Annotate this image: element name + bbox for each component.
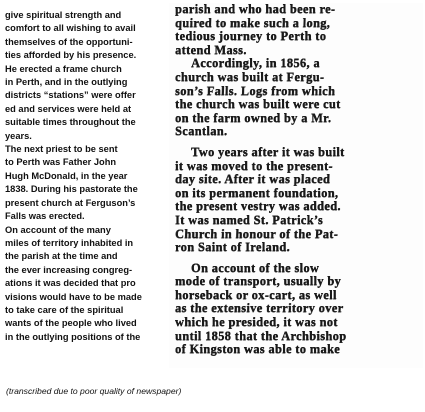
newspaper-line: day site. After it was placed [174, 172, 331, 187]
newspaper-line: ron Saint of Ireland. [175, 240, 290, 255]
transcription-line: wants of the people who lived [5, 318, 137, 329]
newspaper-line: quired to make such a long, [174, 15, 331, 30]
newspaper-line: It was named St. Patrick’s [175, 212, 324, 227]
transcription-line: Hugh McDonald, in the year [5, 170, 128, 181]
transcription-line: the ever increasing congreg- [5, 264, 133, 275]
newspaper-line: parish and who had been re- [175, 3, 336, 16]
transcription-line: in the outlying positions of the [5, 331, 141, 342]
transcription-line: suitable times throughout the [5, 117, 136, 128]
transcription-line: themselves of the opportuni- [5, 36, 133, 47]
transcription-line: districts “stations” were offer [5, 90, 136, 101]
newspaper-line: which he presided, it was not [175, 315, 338, 330]
newspaper-line: tedious journey to Perth to [175, 29, 327, 44]
transcription-note: (transcribed due to poor quality of newspaper) [6, 386, 182, 396]
transcription-line: the parish at the time and [5, 251, 118, 262]
transcription-line: On account of the many [5, 224, 111, 235]
transcription-line: in Perth, and in the outlying [5, 77, 128, 88]
transcription-line: miles of territory inhabited in [5, 237, 134, 248]
newspaper-line: attend Mass. [175, 42, 247, 57]
newspaper-line: the present vestry was added. [175, 199, 341, 214]
transcription-line: to Perth was Father John [5, 157, 117, 168]
newspaper-line: as the extensive territory over [174, 301, 344, 316]
transcription-line: visions would have to be made [5, 291, 142, 302]
newspaper-line: of Kingston was able to make [175, 342, 341, 357]
newspaper-line: mode of transport, usually by [175, 274, 342, 289]
newspaper-line: Church in honour of the Pat- [174, 226, 339, 241]
newspaper-scan-image [169, 3, 423, 368]
transcription-line: present church at Ferguson’s [5, 197, 136, 208]
newspaper-line: church was built at Fergu- [175, 69, 325, 84]
newspaper-line: Scantlan. [175, 124, 228, 139]
transcription-line: ations it was decided that pro [5, 278, 136, 289]
transcription-line: years. [5, 130, 32, 141]
transcription-line: comfort to all wishing to avail [5, 23, 136, 34]
transcription-line: He erected a frame church [5, 63, 122, 74]
transcription-line: ed and services were held at [5, 103, 132, 114]
newspaper-line: it was moved to the present- [175, 158, 333, 173]
transcription-line: ties afforded by his presence. [5, 50, 137, 61]
newspaper-line: Two years after it was built [191, 144, 345, 159]
newspaper-line: on the farm owned by a Mr. [175, 110, 332, 125]
newspaper-line: son’s Falls. Logs from which [174, 83, 336, 98]
transcription-line: give spiritual strength and [5, 10, 122, 20]
newspaper-line: until 1858 that the Archbishop [175, 328, 347, 343]
newspaper-line: On account of the slow [191, 260, 320, 275]
transcription-line: The next priest to be sent [5, 144, 118, 155]
newspaper-line: horseback or ox-cart, as well [175, 287, 337, 302]
newspaper-line: the church was built were cut [175, 97, 341, 112]
transcription-column [5, 9, 163, 344]
newspaper-line: Accordingly, in 1856, a [191, 56, 320, 71]
transcription-line: Falls was erected. [5, 211, 85, 222]
transcription-line: to take care of the spiritual [5, 304, 124, 315]
newspaper-line: on its permanent foundation, [175, 185, 339, 200]
transcription-line: 1838. During his pastorate the [5, 184, 138, 195]
